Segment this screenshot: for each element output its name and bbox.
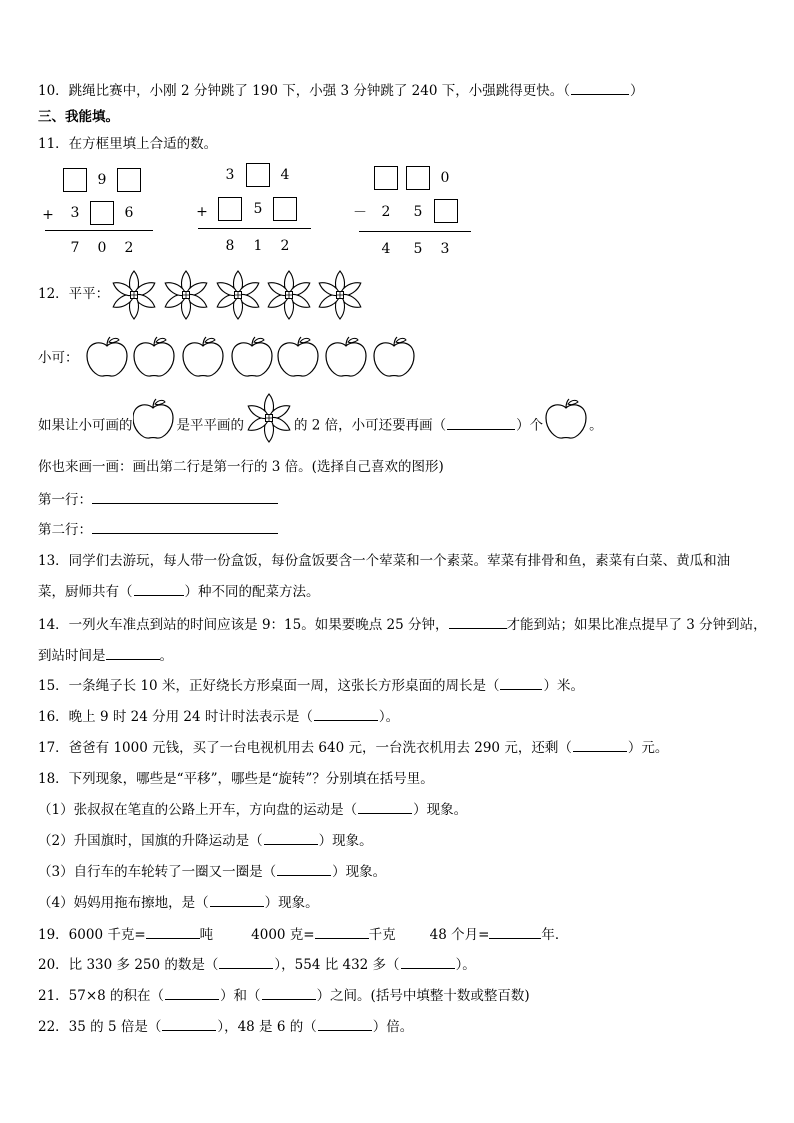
question-14-line1: 14．一列火车准点到站的时间应该是 9：15。如果要晚点 25 分钟， 才能到站；如果比准点提早了 3 分钟到站， — [38, 614, 767, 635]
question-20: 20．比 330 多 250 的数是（ ），554 比 432 多（ ）。 — [38, 957, 476, 973]
answer-blank[interactable] — [449, 614, 507, 629]
answer-blank[interactable] — [489, 924, 541, 939]
answer-blank[interactable] — [315, 924, 369, 939]
answer-blank[interactable] — [264, 832, 318, 845]
answer-blank[interactable] — [262, 987, 316, 1000]
digit: 2 — [381, 204, 391, 220]
drawing-line-1[interactable] — [92, 489, 278, 504]
flower-icon — [317, 271, 363, 319]
digit-box[interactable] — [90, 201, 114, 225]
digit: 5 — [253, 201, 263, 217]
answer-blank[interactable] — [358, 801, 412, 814]
question-13-line1: 13．同学们去游玩，每人带一份盒饭，每份盒饭要含一个荤菜和一个素菜。荤菜有排骨和鱼，素菜有白菜、黄瓜和油 — [38, 553, 731, 569]
flower-icon — [266, 271, 312, 319]
answer-blank[interactable] — [277, 863, 331, 876]
answer-blank[interactable] — [314, 708, 378, 721]
operator: － — [353, 205, 367, 221]
digit: 5 — [413, 241, 423, 257]
question-14-line2: 到站时间是 。 — [38, 645, 173, 666]
answer-blank[interactable] — [571, 82, 629, 95]
digit: 3 — [225, 167, 235, 183]
answer-blank[interactable] — [219, 956, 273, 969]
answer-blank[interactable] — [500, 677, 542, 690]
answer-blank[interactable] — [447, 417, 515, 430]
apple-icon — [326, 337, 366, 376]
flower-icon — [163, 271, 209, 319]
question-10: 10．跳绳比赛中，小刚 2 分钟跳了 190 下，小强 3 分钟跳了 240 下，小强跳得更快。（ ） — [38, 83, 644, 99]
digit: 4 — [280, 167, 290, 183]
question-19: 19．6000 千克= 吨 4000 克= 千克 48 个月= 年． — [38, 924, 568, 945]
operator: + — [42, 207, 54, 223]
question-22: 22．35 的 5 倍是（ ），48 是 6 的（ ）倍。 — [38, 1019, 414, 1035]
flower-icon — [111, 271, 157, 319]
digit-box[interactable] — [273, 197, 297, 221]
digit-box[interactable] — [434, 199, 458, 223]
digit: 6 — [124, 205, 134, 221]
question-18: 18．下列现象，哪些是“平移”，哪些是“旋转”？分别填在括号里。 — [38, 771, 434, 787]
operator: + — [196, 204, 208, 220]
drawing-line-2[interactable] — [92, 519, 278, 534]
answer-blank[interactable] — [401, 956, 455, 969]
apple-row — [82, 334, 422, 380]
digit: 7 — [70, 240, 80, 256]
answer-blank[interactable] — [162, 1018, 216, 1031]
digit-box[interactable] — [117, 168, 141, 192]
section-heading: 三、我能填。 — [38, 109, 119, 125]
digit-box[interactable] — [218, 197, 242, 221]
answer-blank[interactable] — [134, 583, 184, 596]
apple-icon — [278, 337, 318, 376]
digit-box[interactable] — [374, 166, 398, 190]
question-18-item: （3）自行车的车轮转了一圈又一圈是（ ）现象。 — [38, 864, 387, 880]
digit: 8 — [225, 238, 235, 254]
question-18-item: （4）妈妈用拖布擦地，是（ ）现象。 — [38, 895, 319, 911]
row2-line: 第二行： — [38, 519, 278, 540]
digit-box[interactable] — [406, 166, 430, 190]
digit: 2 — [124, 240, 134, 256]
apple-icon — [87, 337, 127, 376]
digit: 0 — [97, 240, 107, 256]
question-18-item: （1）张叔叔在笔直的公路上开车，方向盘的运动是（ ）现象。 — [38, 802, 468, 818]
answer-blank[interactable] — [318, 1018, 372, 1031]
answer-blank[interactable] — [573, 739, 627, 752]
answer-blank[interactable] — [165, 987, 219, 1000]
digit: 1 — [253, 238, 263, 254]
sum-line — [45, 230, 153, 231]
digit: 5 — [413, 204, 423, 220]
question-13-line2: 菜，厨师共有（ ）种不同的配菜方法。 — [38, 584, 320, 600]
answer-blank[interactable] — [106, 645, 160, 660]
apple-icon — [232, 337, 272, 376]
digit: 0 — [440, 170, 450, 186]
digit: 9 — [97, 172, 107, 188]
digit: 3 — [440, 241, 450, 257]
apple-icon — [133, 397, 177, 441]
question-18-item: （2）升国旗时，国旗的升降运动是（ ）现象。 — [38, 833, 373, 849]
xiaoke-label: 小可： — [38, 350, 79, 366]
difference-line — [359, 231, 471, 232]
flower-icon — [244, 393, 294, 443]
apple-icon — [183, 337, 223, 376]
digit: 2 — [280, 238, 290, 254]
apple-icon — [134, 337, 174, 376]
sum-line — [198, 228, 311, 229]
apple-icon — [374, 337, 414, 376]
answer-blank[interactable] — [146, 924, 200, 939]
digit: 4 — [381, 241, 391, 257]
flower-row — [105, 266, 375, 324]
question-12-text: 如果让小可画的 是平平画的 的 2 倍，小可还要再画（ ）个 。 — [38, 409, 603, 443]
question-21: 21．57×8 的积在（ ）和（ ）之间。(括号中填整十数或整百数) — [38, 988, 530, 1004]
draw-instruction: 你也来画一画：画出第二行是第一行的 3 倍。(选择自己喜欢的图形) — [38, 459, 444, 475]
answer-blank[interactable] — [210, 894, 264, 907]
question-15: 15．一条绳子长 10 米，正好绕长方形桌面一周，这张长方形桌面的周长是（ ）米。 — [38, 678, 584, 694]
question-16: 16．晚上 9 时 24 分用 24 时计时法表示是（ ）。 — [38, 709, 400, 725]
question-17: 17．爸爸有 1000 元钱，买了一台电视机用去 640 元，一台洗衣机用去 290 元，还剩（ ）元。 — [38, 740, 669, 756]
row1-line: 第一行： — [38, 489, 278, 510]
digit-box[interactable] — [63, 168, 87, 192]
pingping-label: 12．平平： — [38, 286, 110, 302]
digit: 3 — [70, 205, 80, 221]
question-11: 11．在方框里填上合适的数。 — [38, 136, 218, 152]
flower-icon — [215, 271, 261, 319]
apple-icon — [543, 397, 589, 441]
digit-box[interactable] — [246, 163, 270, 187]
